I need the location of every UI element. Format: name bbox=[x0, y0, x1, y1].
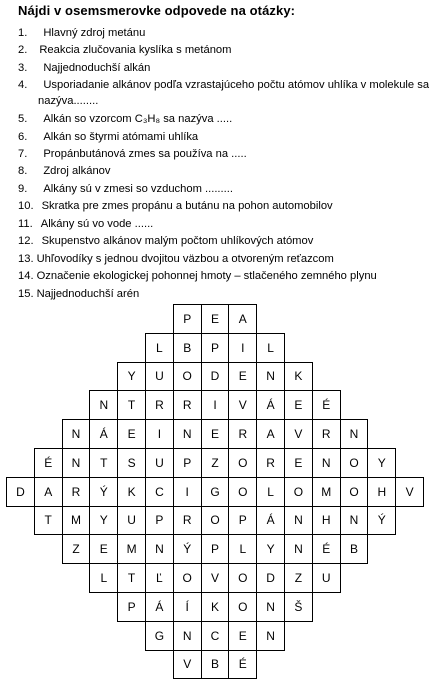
grid-cell: M bbox=[312, 477, 341, 507]
grid-cell: V bbox=[228, 390, 257, 420]
grid-cell: U bbox=[145, 362, 174, 392]
grid-cell: E bbox=[228, 362, 257, 392]
question-number: 11. bbox=[18, 218, 33, 230]
grid-cell: D bbox=[6, 477, 35, 507]
grid-cell: D bbox=[256, 563, 285, 593]
grid-cell: O bbox=[228, 592, 257, 622]
grid-cell: P bbox=[228, 506, 257, 536]
question-text: Hlavný zdroj metánu bbox=[43, 27, 146, 39]
grid-cell: D bbox=[201, 362, 230, 392]
grid-cell: L bbox=[145, 333, 174, 363]
grid-cell: Z bbox=[62, 534, 91, 564]
grid-cell: T bbox=[34, 506, 63, 536]
grid-cell: S bbox=[117, 448, 146, 478]
question-text: Alkán so štyrmi atómami uhlíka bbox=[43, 131, 199, 143]
grid-cell: Á bbox=[89, 419, 118, 449]
grid-cell: B bbox=[173, 333, 202, 363]
question-text: Najjednoduchší alkán bbox=[43, 62, 151, 74]
grid-cell: Á bbox=[256, 390, 285, 420]
grid-cell: U bbox=[312, 563, 341, 593]
grid-cell: P bbox=[145, 506, 174, 536]
question-number: 6. bbox=[18, 131, 28, 143]
grid-cell: Ý bbox=[173, 534, 202, 564]
question-number: 12. bbox=[18, 235, 34, 247]
grid-cell: E bbox=[284, 448, 313, 478]
grid-cell: U bbox=[117, 506, 146, 536]
grid-cell: Z bbox=[201, 448, 230, 478]
grid-cell: A bbox=[256, 419, 285, 449]
grid-cell: K bbox=[201, 592, 230, 622]
question-text: Alkány sú v zmesi so vzduchom ......... bbox=[43, 183, 233, 195]
grid-cell: P bbox=[117, 592, 146, 622]
grid-cell: N bbox=[256, 362, 285, 392]
grid-cell: O bbox=[228, 563, 257, 593]
grid-cell: A bbox=[228, 304, 257, 334]
grid-cell: T bbox=[117, 390, 146, 420]
grid-cell: R bbox=[228, 419, 257, 449]
grid-cell: Á bbox=[256, 506, 285, 536]
grid-cell: H bbox=[367, 477, 396, 507]
grid-cell: R bbox=[256, 448, 285, 478]
question-text: Označenie ekologickej pohonnej hmoty – stlačeného zemného plynu bbox=[36, 270, 377, 282]
grid-cell: E bbox=[117, 419, 146, 449]
grid-cell: V bbox=[201, 563, 230, 593]
question-text: Zdroj alkánov bbox=[43, 165, 111, 177]
question-text: Alkán so vzorcom C₃H₈ sa nazýva ..... bbox=[43, 113, 233, 125]
grid-cell: L bbox=[89, 563, 118, 593]
grid-cell: O bbox=[228, 448, 257, 478]
grid-cell: É bbox=[312, 534, 341, 564]
question-number: 3. bbox=[18, 62, 28, 74]
question-text: Skupenstvo alkánov malým počtom uhlíkových atómov bbox=[41, 235, 314, 247]
grid-cell: L bbox=[256, 477, 285, 507]
grid-cell: Í bbox=[173, 592, 202, 622]
grid-cell: N bbox=[256, 592, 285, 622]
grid-cell: N bbox=[284, 534, 313, 564]
grid-cell: N bbox=[89, 390, 118, 420]
grid-cell: I bbox=[145, 419, 174, 449]
question-number: 14. bbox=[18, 270, 34, 282]
grid-cell: T bbox=[117, 563, 146, 593]
grid-cell: N bbox=[256, 621, 285, 651]
grid-cell: N bbox=[62, 419, 91, 449]
grid-cell: P bbox=[173, 304, 202, 334]
grid-cell: N bbox=[312, 448, 341, 478]
grid-cell: N bbox=[340, 419, 369, 449]
grid-cell: N bbox=[173, 621, 202, 651]
grid-cell: É bbox=[312, 390, 341, 420]
grid-cell: É bbox=[228, 650, 257, 679]
grid-cell: Y bbox=[367, 448, 396, 478]
grid-cell: E bbox=[89, 534, 118, 564]
grid-cell: L bbox=[228, 534, 257, 564]
worksheet-title: Nájdi v osemsmerovke odpovede na otázky: bbox=[18, 3, 296, 18]
grid-cell: R bbox=[173, 390, 202, 420]
grid-cell: O bbox=[173, 563, 202, 593]
grid-cell: E bbox=[284, 390, 313, 420]
grid-cell: T bbox=[89, 448, 118, 478]
question-text: Propánbutánová zmes sa používa na ..... bbox=[43, 148, 247, 160]
grid-cell: P bbox=[201, 534, 230, 564]
grid-cell: O bbox=[340, 448, 369, 478]
grid-cell: O bbox=[173, 362, 202, 392]
grid-cell: Š bbox=[284, 592, 313, 622]
grid-cell: Ý bbox=[367, 506, 396, 536]
grid-cell: Y bbox=[256, 534, 285, 564]
grid-cell: B bbox=[201, 650, 230, 679]
grid-cell: Y bbox=[89, 506, 118, 536]
grid-cell: I bbox=[228, 333, 257, 363]
question-text: Reakcia zlučovania kyslíka s metánom bbox=[39, 44, 232, 56]
question-number: 13. bbox=[18, 253, 34, 265]
grid-cell: I bbox=[201, 390, 230, 420]
question-text: Usporiadanie alkánov podľa vzrastajúceho počtu atómov uhlíka v molekule sa bbox=[43, 79, 429, 91]
grid-cell: C bbox=[201, 621, 230, 651]
grid-cell: R bbox=[312, 419, 341, 449]
grid-cell: L bbox=[256, 333, 285, 363]
grid-cell: N bbox=[284, 506, 313, 536]
grid-cell: M bbox=[62, 506, 91, 536]
question-number: 15. bbox=[18, 288, 34, 300]
grid-cell: N bbox=[173, 419, 202, 449]
grid-cell: V bbox=[284, 419, 313, 449]
question-number: 4. bbox=[18, 79, 28, 91]
grid-cell: R bbox=[145, 390, 174, 420]
grid-cell: N bbox=[340, 506, 369, 536]
question-text: Alkány sú vo vode ...... bbox=[40, 218, 154, 230]
grid-cell: E bbox=[201, 304, 230, 334]
grid-cell: É bbox=[34, 448, 63, 478]
grid-cell: O bbox=[201, 506, 230, 536]
question-number: 8. bbox=[18, 165, 28, 177]
question-number: 5. bbox=[18, 113, 28, 125]
grid-cell: O bbox=[228, 477, 257, 507]
question-number: 9. bbox=[18, 183, 28, 195]
grid-cell: B bbox=[340, 534, 369, 564]
grid-cell: P bbox=[173, 448, 202, 478]
grid-cell: Ľ bbox=[145, 563, 174, 593]
grid-cell: K bbox=[284, 362, 313, 392]
grid-cell: G bbox=[201, 477, 230, 507]
grid-cell: G bbox=[145, 621, 174, 651]
grid-cell: Y bbox=[117, 362, 146, 392]
grid-cell: U bbox=[145, 448, 174, 478]
question-text-continuation: nazýva........ bbox=[38, 95, 99, 107]
grid-cell: M bbox=[117, 534, 146, 564]
grid-cell: K bbox=[117, 477, 146, 507]
grid-cell: I bbox=[173, 477, 202, 507]
grid-cell: N bbox=[62, 448, 91, 478]
question-number: 1. bbox=[18, 27, 28, 39]
grid-cell: O bbox=[340, 477, 369, 507]
grid-cell: R bbox=[173, 506, 202, 536]
grid-cell: P bbox=[201, 333, 230, 363]
question-text: Skratka pre zmes propánu a butánu na pohon automobilov bbox=[41, 200, 333, 212]
grid-cell: Z bbox=[284, 563, 313, 593]
grid-cell: A bbox=[34, 477, 63, 507]
grid-cell: V bbox=[395, 477, 424, 507]
question-number: 7. bbox=[18, 148, 28, 160]
question-number: 2. bbox=[18, 44, 28, 56]
grid-cell: C bbox=[145, 477, 174, 507]
grid-cell: H bbox=[312, 506, 341, 536]
grid-cell: N bbox=[145, 534, 174, 564]
grid-cell: E bbox=[201, 419, 230, 449]
grid-cell: O bbox=[284, 477, 313, 507]
grid-cell: V bbox=[173, 650, 202, 679]
question-text: Najjednoduchší arén bbox=[36, 288, 140, 300]
grid-cell: Ý bbox=[89, 477, 118, 507]
grid-cell: E bbox=[228, 621, 257, 651]
question-text: Uhľovodíky s jednou dvojitou väzbou a otvoreným reťazcom bbox=[36, 253, 334, 265]
grid-cell: R bbox=[62, 477, 91, 507]
question-number: 10. bbox=[18, 200, 34, 212]
grid-cell: Á bbox=[145, 592, 174, 622]
